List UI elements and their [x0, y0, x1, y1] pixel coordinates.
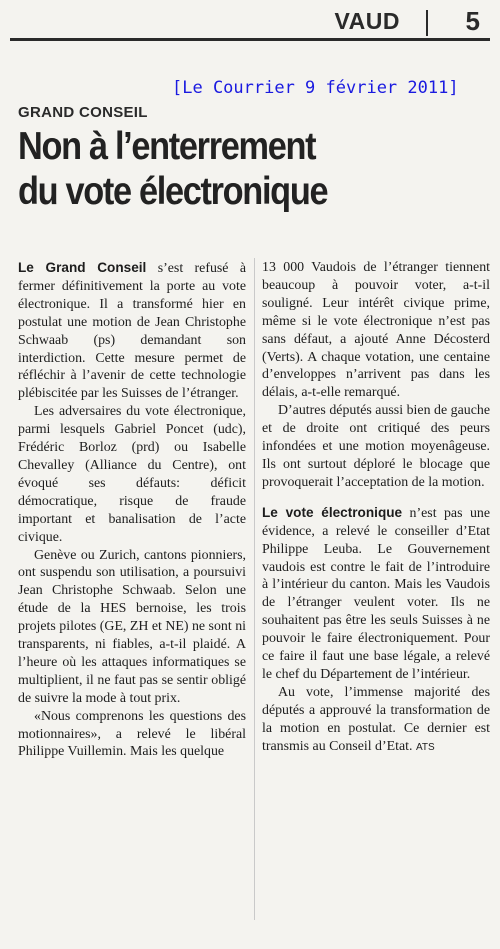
article-title — [18, 124, 432, 214]
paragraph: «Nous comprenons les questions des motionnaires», a relevé le libéral Philippe Vuillemin. Mais les quelque — [18, 708, 246, 760]
paragraph: Genève ou Zurich, cantons pionniers, ont suspendu son utilisation, a poursuivi Jean Christophe Schwaab. Selon une étude de la HES bernoise, les trois projets pilotes (GE, ZH et NE) ne sont ni transparents, ni fiables, a-t-il plaidé. A l’heure où les attaques informatiques se multiplient, il ne faut pas se sentir obligé de suivre la mode à tout prix. — [18, 547, 246, 706]
page-header — [10, 6, 490, 41]
article-kicker: GRAND CONSEIL — [18, 104, 148, 121]
column-divider — [254, 258, 255, 920]
paragraph: 13 000 Vaudois de l’étranger tiennent beaucoup à pouvoir voter, a-t-il souligné. Leur intérêt civique prime, même si le vote électronique n’est pas sans défaut, a ajouté Anne Décosterd (Verts). A chaque votation, une centaine d’enveloppes n’arrivent pas dans les délais, a-t-elle remarqué. — [262, 260, 490, 401]
article-column-1 — [18, 259, 246, 761]
title-line-2: du vote électronique — [18, 170, 328, 213]
lead-in: Le Grand Conseil — [18, 260, 147, 275]
agency-signature: ATS — [415, 741, 435, 753]
paragraph-text: Au vote, l’immense majorité des députés a approuvé la transformation de la motion en postulat. Ce dernier est transmis au Conseil d’Etat. — [262, 684, 490, 754]
page-number: 5 — [465, 6, 480, 36]
paragraph — [262, 504, 490, 684]
article-column-2 — [262, 259, 490, 756]
paragraph-text: s’est refusé à fermer définitivement la porte au vote électronique. Il a transformé hier en postulat une motion de Jean Christophe Schwaab (ps) demandant son interdiction. Cette mesure permet de réfléchir à l’avenir de cette technologie plébiscitée par les Suisses de l’étranger. — [18, 261, 247, 402]
paragraph — [262, 684, 490, 757]
lead-in: Le vote électronique — [262, 504, 403, 520]
paragraph: D’autres députés aussi bien de gauche et de droite ont critiqué des peurs infondées et une motion moyenâgeuse. Ils ont surtout déploré le blocage que provoquerait l’acceptation de la motion. — [262, 403, 490, 490]
section-label: VAUD — [334, 8, 400, 34]
title-line-1: Non à l’enterrement — [18, 125, 316, 168]
paragraph: Les adversaires du vote électronique, parmi lesquels Gabriel Poncet (udc), Frédéric Borloz (prd) ou Isabelle Chevalley (Alliance du Centre), ont évoqué ses défauts: déficit démocratique, risque de fraude important et banalisation de l’acte civique. — [18, 404, 246, 545]
paragraph — [18, 259, 246, 403]
header-divider — [426, 10, 428, 36]
source-stamp: [Le Courrier 9 février 2011] — [172, 78, 459, 98]
paragraph-text: n’est pas une évidence, a relevé le conseiller d’Etat Philippe Leuba. Le Gouvernement vaudois est contre le fait de l’introduire à l’intérieur du canton. Mais les Vaudois de l’étranger veulent voter. Ils ne souhaitent pas être les seuls Suisses à ne pouvoir le faire électroniquement. Pour ce faire il faut une base légale, a relevé le chef du Département de l’intérieur. — [262, 505, 490, 682]
paragraph-spacer — [262, 492, 490, 504]
